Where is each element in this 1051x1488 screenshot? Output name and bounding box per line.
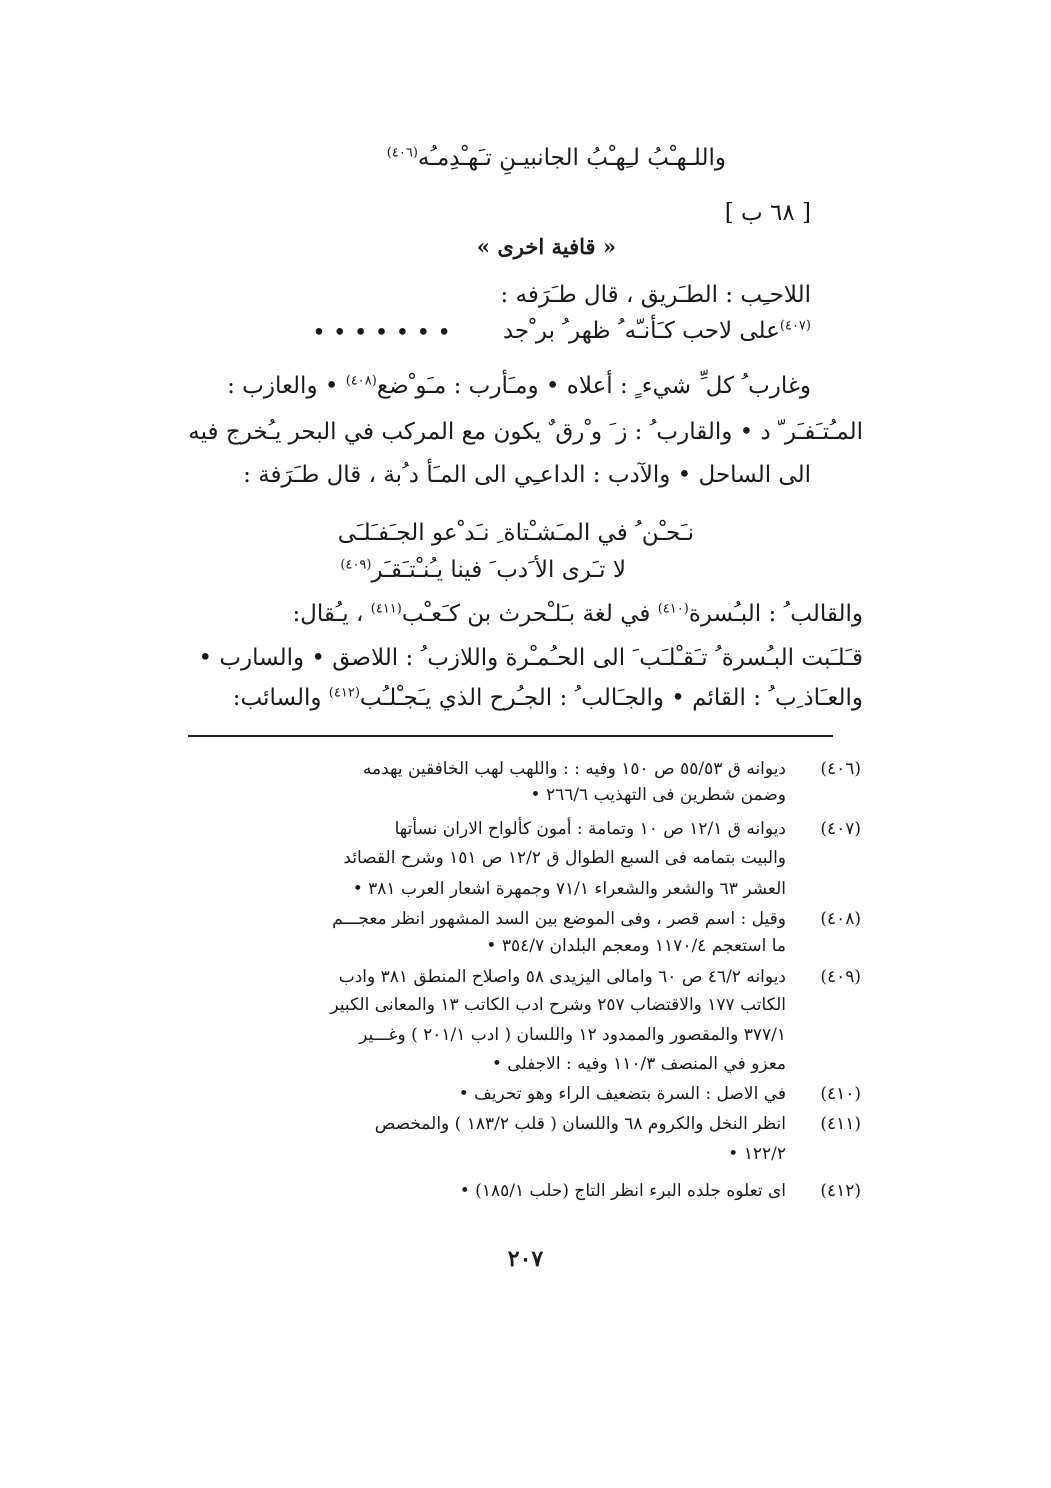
footnote-ref-408: (٤٠٨) <box>345 373 377 389</box>
footnote-number: (٤٠٩) <box>820 967 861 987</box>
text-line-6: والقالب ُ : البـُسرة$^{(٤١٠)}$ في لغة بـَلـْحرث بن كـَعـْب$^{(٤١١)}$ ، يـُقال: <box>292 601 863 627</box>
footnote-line: والبيت بتمامه فى السبع الطوال ق ١٢/٢ ص ١٥١ وشرح القصائد <box>343 848 786 868</box>
footnote-line: العشر ٦٣ والشعر والشعراء ٧١/١ وجمهرة اشعار العرب ٣٨١ • <box>352 879 786 899</box>
text-line-7: قـَلـَبت البـُسرة ُ تـَقـْلـَب َ الى الحـُمـْرة واللازب ُ : اللاصق • والسارب • <box>198 645 863 671</box>
footnote-ref-411: (٤١١) <box>370 601 402 617</box>
footnote-line: ديوانه ق ١٢/١ ص ١٠ وتمامة : أمون كألواح الاران نسأتها <box>394 819 786 839</box>
footnote-ref-406: (٤٠٦) <box>386 145 418 161</box>
footnote-line: ما استعجم ١١٧٠/٤ ومعجم البلدان ٣٥٤/٧ • <box>486 936 786 956</box>
verse-line-2a: نـَحـْن ُ في المـَشـْتاة ِ نـَد ْعو الجـَفـَلـَى <box>337 520 694 546</box>
text-line-4: المـُتـَفـَر ّ د • والقارب ُ : ز َ و ْرق ٌ يكون مع المركب في البحر يـُخرج فيه <box>188 419 863 445</box>
footnote-ref-407: (٤٠٧) <box>779 318 811 334</box>
verse-line-text <box>503 316 811 346</box>
footnote-number: (٤٠٨) <box>820 909 861 929</box>
text-line-5: الى الساحل • والآدب : الداعـِي الى المـَأ د ُبة ، قال طـَرَفة : <box>243 462 811 488</box>
footnote-number: (٤١٠) <box>820 1084 861 1104</box>
footnote-number: (٤١١) <box>820 1114 861 1134</box>
page-number: ٢٠٧ <box>507 1246 544 1272</box>
verse-text: على لاحب كـَأنـّه ُ ظهر ُ بر ْجد <box>502 318 780 344</box>
folio-mark: [ ٦٨ ب ] <box>724 200 811 226</box>
verse-line-2b: لا تـَرى الأ َدب َ فينا يـُنـْتـَقـَر$^{(٤٠٩)}$ <box>340 557 626 583</box>
footnote-divider <box>188 735 833 737</box>
text-line-2: اللاحـِب : الطـَريق ، قال طـَرَفه : <box>500 282 811 308</box>
footnote-ref-410: (٤١٠) <box>657 601 689 617</box>
footnote-ref-409: (٤٠٩) <box>340 557 372 573</box>
footnote-line: ديوانه ٤٦/٢ ص ٦٠ وامالى اليزيدى ٥٨ واصلاح المنطق ٣٨١ وادب <box>338 967 786 987</box>
footnote-line: انظر النخل والكروم ٦٨ واللسان ( قلب ١٨٣/٢ ) والمخصص <box>374 1114 786 1134</box>
footnote-line: الكاتب ١٧٧ والاقتضاب ٢٥٧ وشرح ادب الكاتب ١٣ والمعانى الكبير <box>330 995 786 1015</box>
text-line-3: وغارب ُ كل ِّ شيء ٍ : أعلاه • ومـَأرب : مـَو ْضع$^{(٤٠٨)}$ • والعازب : <box>227 373 811 399</box>
verse-text: واللـهـْبُ لـِهـْبُ الجانبيـنِ تـَهـْدِمـُه <box>417 145 726 171</box>
footnote-ref-412: (٤١٢) <box>328 685 360 701</box>
footnote-line: ٣٧٧/١ والمقصور والممدود ١٢ واللسان ( ادب ٢٠١/١ ) وغـــير <box>359 1025 786 1045</box>
footnote-line: في الاصل : السرة بتضعيف الراء وهو تحريف • <box>458 1084 786 1104</box>
section-heading: « قافية اخرى » <box>476 234 616 259</box>
footnote-line: ١٢٢/٢ • <box>728 1144 786 1164</box>
footnote-line: وقيل : اسم قصر ، وفى الموضع بين السد المشهور انظر معجـــم <box>332 909 786 929</box>
footnote-number: (٤٠٦) <box>820 759 861 779</box>
verse-line-dots: • • • • • • • <box>312 320 451 346</box>
verse-line-1 <box>387 143 726 173</box>
footnote-line: معزو في المنصف ١١٠/٣ وفيه : الاجفلى • <box>491 1054 786 1074</box>
footnote-number: (٤١٢) <box>820 1181 861 1201</box>
footnote-number: (٤٠٧) <box>820 819 861 839</box>
footnote-line: ديوانه ق ٥٥/٥٣ ص ١٥٠ وفيه : : واللهب لهب الخافقين يهدمه <box>362 759 786 779</box>
footnote-line: وضمن شطرين فى التهذيب ٢٦٦/٦ • <box>530 785 786 805</box>
text-line-8: والعـَاذ ِب ُ : القائم • والجـَالب ُ : الجـُرح الذي يـَجـْلـُب$^{(٤١٢)}$ والسائب: <box>232 685 863 711</box>
footnote-line: اى تعلوه جلده البرء انظر التاج (حلب ١٨٥/١) • <box>459 1181 786 1201</box>
